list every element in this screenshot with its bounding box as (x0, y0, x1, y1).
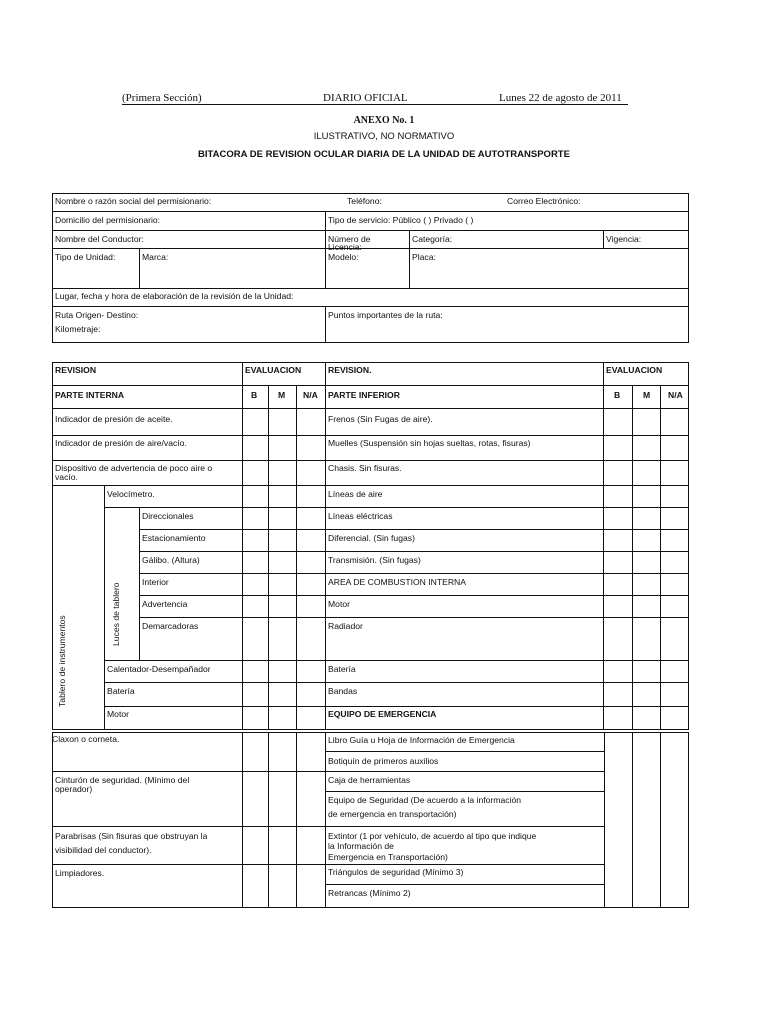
grade-na-left: N/A (303, 390, 318, 400)
item-interior-lights: Interior (142, 577, 169, 587)
item-wheel-chocks: Retrancas (Mínimo 2) (328, 888, 411, 898)
lower-section-heading: PARTE INFERIOR (328, 390, 400, 400)
combustion-area-heading: AREA DE COMBUSTION INTERNA (328, 577, 466, 587)
item-air-pressure: Indicador de presión de aire/vacío. (55, 438, 187, 448)
dashboard-group-label: Tablero de instrumentos (57, 615, 67, 707)
model-field[interactable]: Modelo: (328, 252, 359, 262)
item-speedometer: Velocímetro. (107, 489, 155, 499)
item-marker-lights: Demarcadoras (142, 621, 199, 631)
place-date-field[interactable]: Lugar, fecha y hora de elaboración de la revisión de la Unidad: (55, 291, 294, 301)
grade-m-right: M (643, 390, 651, 400)
publication-name: DIARIO OFICIAL (323, 92, 408, 104)
item-chassis: Chasis. Sin fisuras. (328, 463, 402, 473)
item-windshield: Parabrisas (Sin fisuras que obstruyan la (55, 831, 208, 841)
email-field[interactable]: Correo Electrónico: (507, 196, 581, 206)
item-engine-right: Motor (328, 599, 350, 609)
item-safety-triangles: Triángulos de seguridad (Mínimo 3) (328, 867, 464, 877)
dashboard-lights-label: Luces de tablero (111, 582, 121, 646)
col-evaluation-left: EVALUACION (245, 365, 302, 375)
section-label: (Primera Sección) (122, 92, 202, 104)
item-electrical-lines: Líneas eléctricas (328, 511, 393, 521)
unit-type-field[interactable]: Tipo de Unidad: (55, 252, 116, 262)
item-battery-right: Batería (328, 664, 356, 674)
driver-name-field[interactable]: Nombre del Conductor: (55, 234, 144, 244)
item-warning-lights: Advertencia (142, 599, 188, 609)
item-belts: Bandas (328, 686, 358, 696)
item-radiator: Radiador (328, 621, 363, 631)
item-windshield-cont: visibilidad del conductor). (55, 845, 152, 855)
grade-b-right: B (614, 390, 621, 400)
item-springs: Muelles (Suspensión sin hojas sueltas, rotas, fisuras) (328, 438, 531, 448)
item-battery-left: Batería (107, 686, 135, 696)
item-emergency-guide: Libro Guía u Hoja de Información de Emergencia (328, 735, 515, 745)
address-field[interactable]: Domicilio del permisionario: (55, 215, 161, 225)
item-first-aid-kit: Botiquín de primeros auxilios (328, 756, 439, 766)
grade-b-left: B (251, 390, 258, 400)
item-clearance-lights: Gálibo. (Altura) (142, 555, 200, 565)
category-field[interactable]: Categoría: (412, 234, 453, 244)
annex-note: ILUSTRATIVO, NO NORMATIVO (313, 131, 455, 142)
route-field[interactable]: Ruta Origen- Destino: (55, 310, 139, 320)
annex-title: ANEXO No. 1 (353, 115, 415, 126)
phone-field[interactable]: Teléfono: (347, 196, 382, 206)
item-extinguisher: Extintor (1 por vehículo, de acuerdo al tipo que indique (328, 831, 537, 841)
license-number-label: Número de (328, 234, 371, 244)
license-number-field[interactable]: Licencia: (328, 242, 362, 252)
item-low-air-warning: Dispositivo de advertencia de poco aire o (55, 463, 213, 473)
item-extinguisher-cont2: Emergencia en Transportación) (328, 852, 448, 862)
grade-m-left: M (278, 390, 286, 400)
item-safety-equipment: Equipo de Seguridad (De acuerdo a la información (328, 795, 522, 805)
item-oil-pressure: Indicador de presión de aceite. (55, 414, 173, 424)
item-brakes: Frenos (Sin Fugas de aire). (328, 414, 433, 424)
form-title: BITACORA DE REVISION OCULAR DIARIA DE LA UNIDAD DE AUTOTRANSPORTE (198, 149, 570, 160)
item-low-air-warning-cont: vacío. (55, 472, 78, 482)
item-safety-equipment-cont: de emergencia en transportación) (328, 809, 457, 819)
grade-na-right: N/A (668, 390, 683, 400)
mileage-field[interactable]: Kilometraje: (55, 324, 101, 334)
permit-holder-name-field[interactable]: Nombre o razón social del permisionario: (55, 196, 212, 206)
item-parking-lights: Estacionamiento (142, 533, 206, 543)
item-turn-signals: Direccionales (142, 511, 194, 521)
item-air-lines: Líneas de aire (328, 489, 383, 499)
item-transmission: Transmisión. (Sin fugas) (328, 555, 421, 565)
item-differential: Diferencial. (Sin fugas) (328, 533, 415, 543)
validity-field[interactable]: Vigencia: (606, 234, 642, 244)
item-wipers: Limpiadores. (55, 868, 105, 878)
emergency-equipment-heading: EQUIPO DE EMERGENCIA (328, 709, 437, 719)
col-revision-left: REVISION (55, 365, 97, 375)
col-evaluation-right: EVALUACION (606, 365, 663, 375)
item-horn: Claxon o corneta. (52, 734, 120, 744)
item-seatbelt-cont: operador) (55, 784, 93, 794)
item-engine-left: Motor (107, 709, 129, 719)
header-rule (122, 104, 628, 105)
item-seatbelt: Cinturón de seguridad. (Mínimo del (55, 775, 190, 785)
route-points-field[interactable]: Puntos importantes de la ruta: (328, 310, 443, 320)
brand-field[interactable]: Marca: (142, 252, 169, 262)
internal-section-heading: PARTE INTERNA (55, 390, 125, 400)
item-extinguisher-cont: la Información de (328, 841, 394, 851)
plate-field[interactable]: Placa: (412, 252, 436, 262)
publication-date: Lunes 22 de agosto de 2011 (499, 92, 622, 104)
service-type-field[interactable]: Tipo de servicio: Público ( ) Privado ( ) (328, 215, 474, 225)
item-toolbox: Caja de herramientas (328, 775, 411, 785)
item-heater-defroster: Calentador-Desempañador (107, 664, 211, 674)
col-revision-right: REVISION. (328, 365, 372, 375)
